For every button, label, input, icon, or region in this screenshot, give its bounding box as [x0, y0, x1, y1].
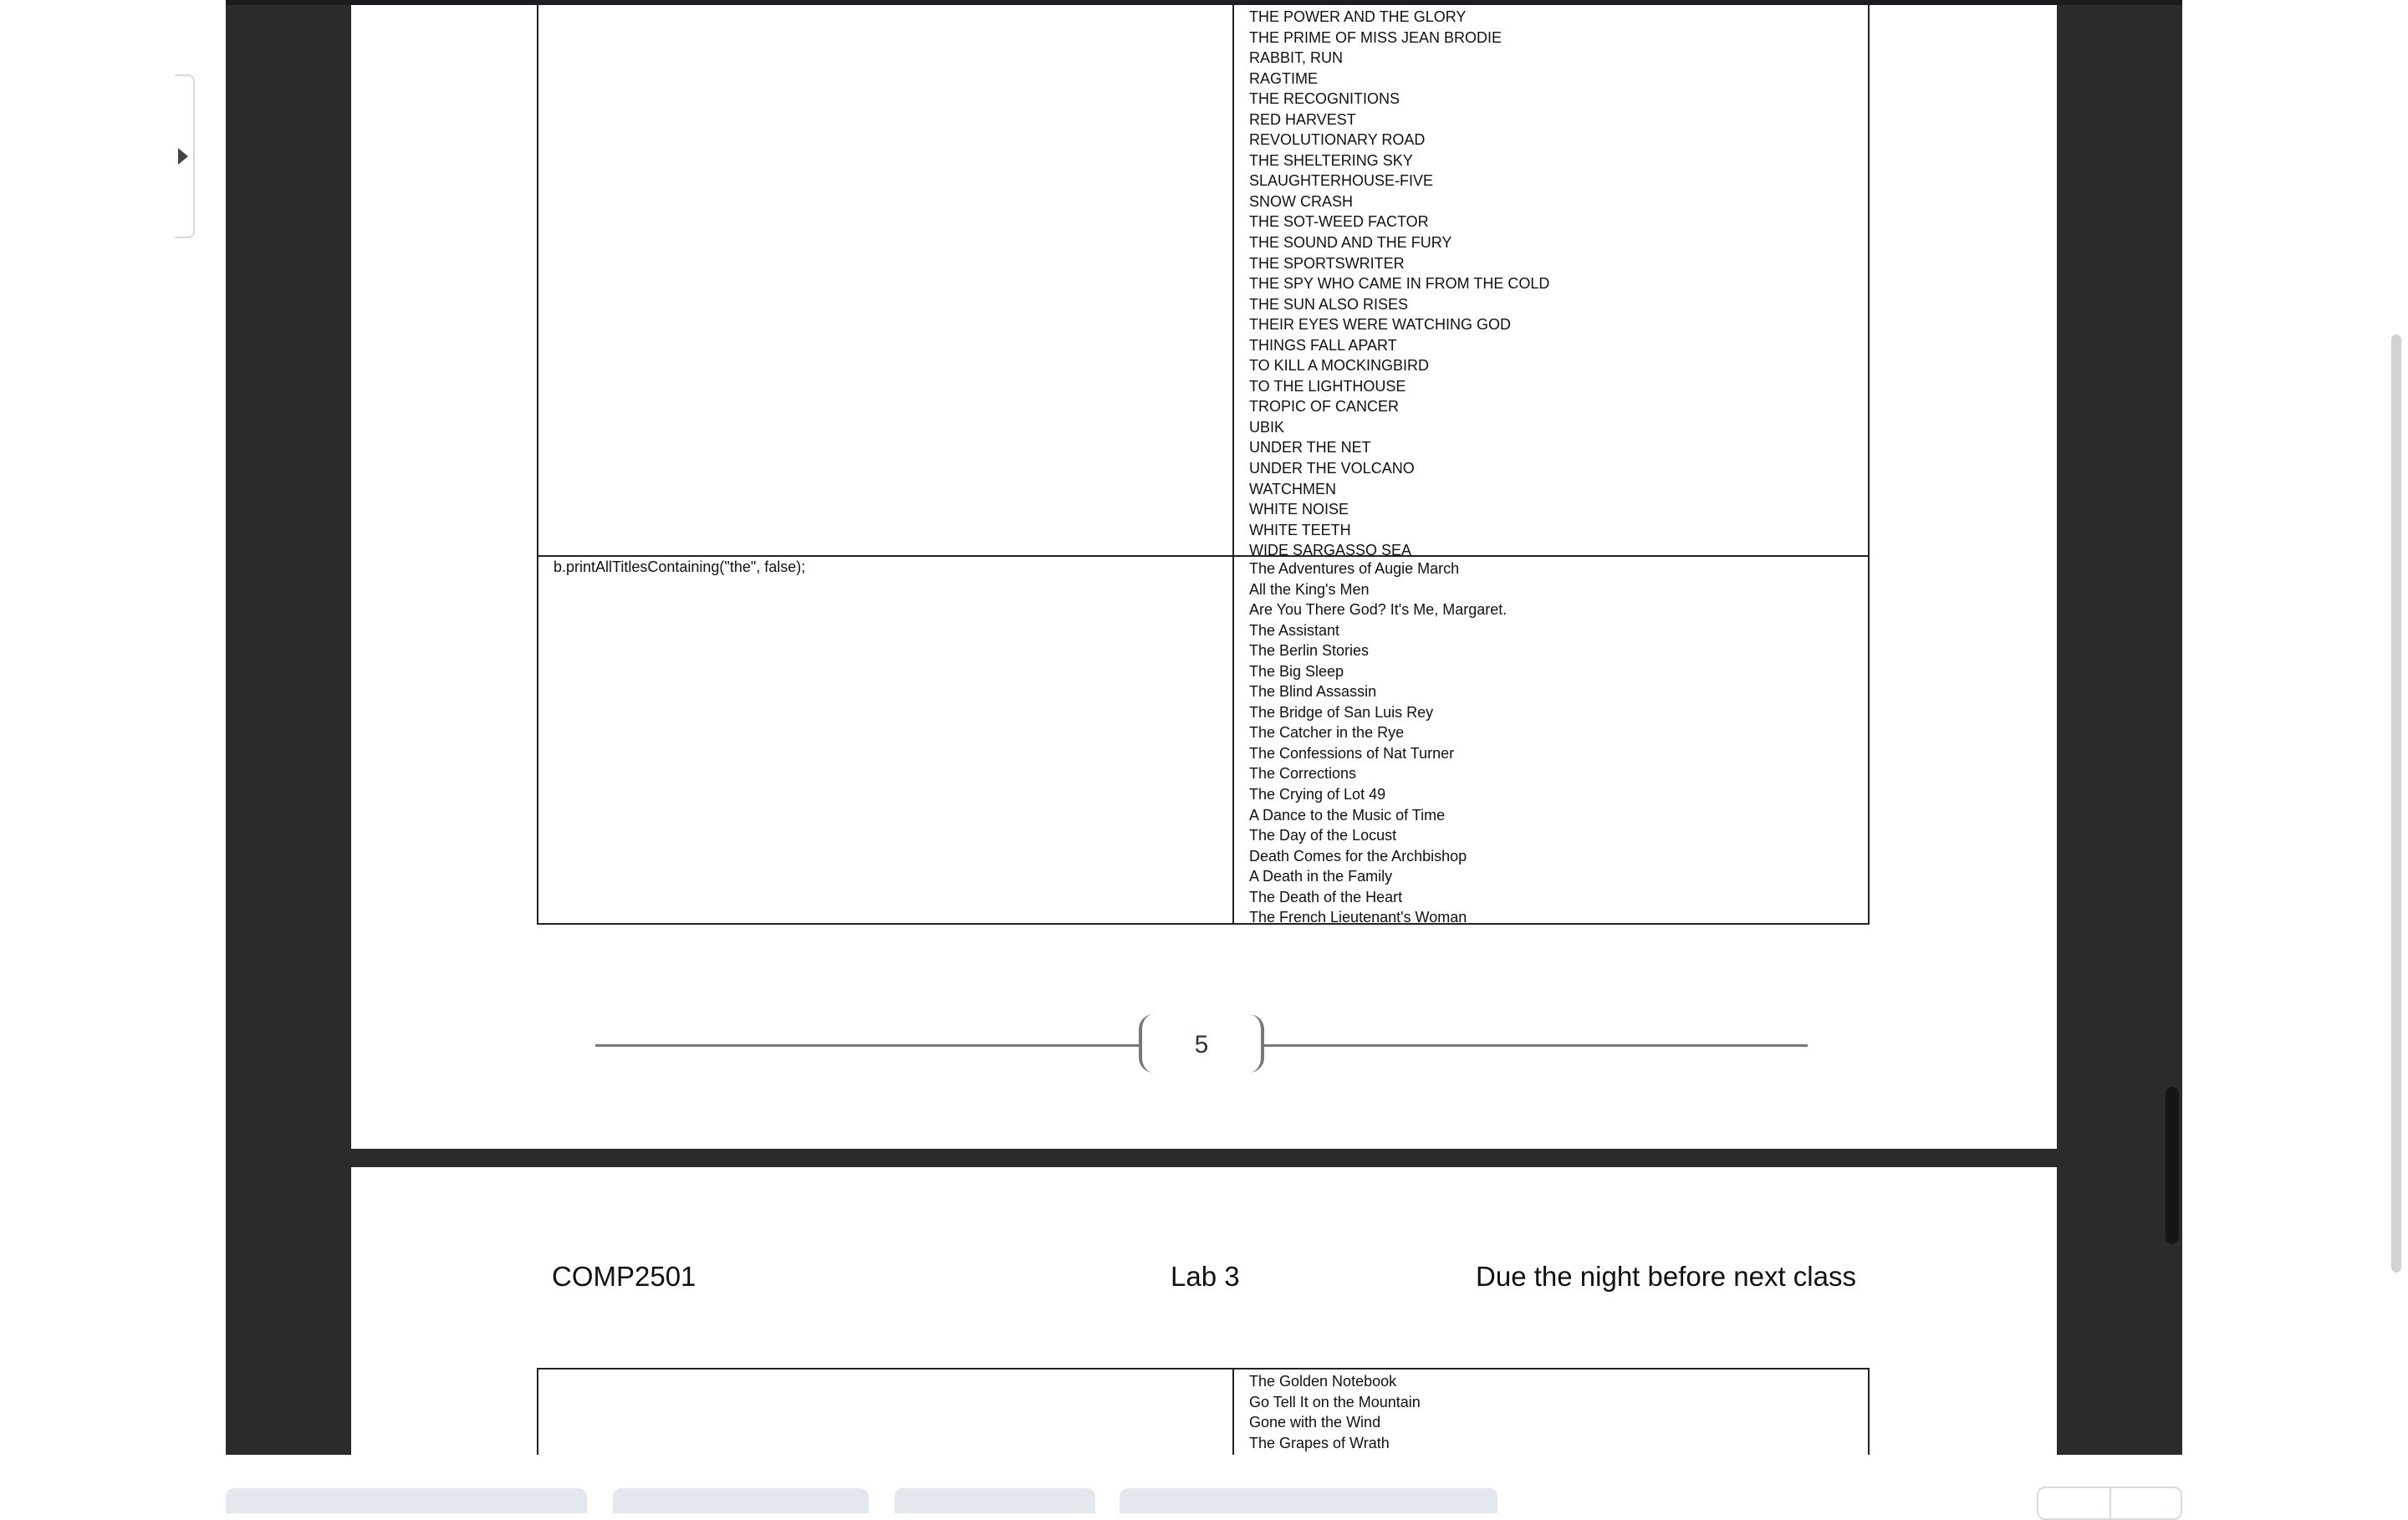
- toolbar-tab[interactable]: [613, 1488, 869, 1513]
- document-viewer[interactable]: [226, 0, 2182, 1455]
- list-item: THE SPORTSWRITER: [1249, 254, 1405, 272]
- list-item: The Assistant: [1249, 621, 1340, 639]
- list-item: THE SUN ALSO RISES: [1249, 295, 1409, 313]
- list-item: UNDER THE NET: [1249, 439, 1371, 457]
- list-item: SLAUGHTERHOUSE-FIVE: [1249, 172, 1434, 190]
- list-item: The Berlin Stories: [1249, 642, 1370, 660]
- lab-title: Lab 3: [1171, 1261, 1240, 1292]
- code-cell: [538, 1370, 1234, 1455]
- list-item: THE RECOGNITIONS: [1249, 90, 1400, 108]
- list-item: THE SOT-WEED FACTOR: [1249, 213, 1429, 231]
- list-item: WATCHMEN: [1249, 480, 1336, 497]
- titles-list: [1249, 1371, 1421, 1453]
- viewer-scrollbar-thumb[interactable]: [2166, 1087, 2179, 1244]
- list-item: The Grapes of Wrath: [1249, 1434, 1390, 1451]
- list-item: WHITE NOISE: [1249, 501, 1349, 518]
- list-item: RED HARVEST: [1249, 110, 1356, 128]
- toolbar-button-group: [2037, 1487, 2182, 1520]
- list-item: Death Comes for the Archbishop: [1249, 847, 1467, 865]
- code-cell: [538, 2, 1234, 555]
- list-item: The Confessions of Nat Turner: [1249, 744, 1455, 762]
- page-scrollbar-thumb[interactable]: [2391, 334, 2401, 1273]
- due-date: Due the night before next class: [1476, 1261, 1856, 1292]
- list-item: THE SOUND AND THE FURY: [1249, 234, 1452, 252]
- list-item: The Bridge of San Luis Rey: [1249, 703, 1434, 721]
- course-code: COMP2501: [552, 1261, 696, 1292]
- list-item: The Day of the Locust: [1249, 827, 1397, 844]
- list-item: WHITE TEETH: [1249, 521, 1351, 538]
- page-number-badge: [1139, 1014, 1264, 1073]
- list-item: Are You There God? It's Me, Margaret.: [1249, 601, 1508, 619]
- list-item: The Adventures of Augie March: [1249, 560, 1460, 577]
- code-cell: [538, 557, 1234, 925]
- list-item: RAGTIME: [1249, 69, 1319, 87]
- code-statement: b.printAllTitlesContaining("the", false);: [554, 559, 806, 575]
- document-page: [351, 1167, 2057, 1455]
- toolbar-tab[interactable]: [1120, 1488, 1497, 1513]
- output-table: [537, 1368, 1870, 1455]
- list-item: THE POWER AND THE GLORY: [1249, 8, 1467, 25]
- list-item: The Catcher in the Rye: [1249, 724, 1405, 742]
- table-row: [538, 1370, 1868, 1455]
- list-item: THINGS FALL APART: [1249, 336, 1397, 354]
- list-item: UBIK: [1249, 418, 1285, 436]
- toolbar-button-left[interactable]: [2038, 1488, 2110, 1518]
- output-cell: [1234, 2, 1868, 559]
- list-item: TO KILL A MOCKINGBIRD: [1249, 357, 1430, 375]
- page-header: [552, 1261, 1856, 1303]
- triangle-right-icon: [178, 148, 188, 165]
- titles-list: [1249, 559, 1507, 928]
- list-item: UNDER THE VOLCANO: [1249, 460, 1415, 477]
- toolbar-button-right[interactable]: [2110, 1488, 2182, 1518]
- list-item: THEIR EYES WERE WATCHING GOD: [1249, 316, 1512, 334]
- sidebar-toggle-tab[interactable]: [175, 74, 195, 238]
- output-cell: [1234, 557, 1868, 925]
- list-item: REVOLUTIONARY ROAD: [1249, 131, 1426, 149]
- document-page: [351, 5, 2057, 1149]
- list-item: The Golden Notebook: [1249, 1373, 1397, 1390]
- list-item: The Death of the Heart: [1249, 888, 1403, 905]
- list-item: The French Lieutenant's Woman: [1249, 909, 1467, 926]
- toolbar-tab[interactable]: [226, 1488, 587, 1513]
- list-item: All the King's Men: [1249, 580, 1370, 598]
- list-item: The Big Sleep: [1249, 662, 1344, 680]
- footer-rule-left: [595, 1044, 1139, 1047]
- page-number: 5: [1194, 1031, 1209, 1058]
- titles-list: [1249, 7, 1549, 561]
- list-item: Gone with the Wind: [1249, 1414, 1381, 1431]
- list-item: RABBIT, RUN: [1249, 49, 1344, 67]
- list-item: A Dance to the Music of Time: [1249, 806, 1446, 824]
- list-item: THE SPY WHO CAME IN FROM THE COLD: [1249, 275, 1550, 293]
- page-number-footer: [595, 1014, 1808, 1076]
- list-item: WIDE SARGASSO SEA: [1249, 542, 1412, 559]
- list-item: The Corrections: [1249, 765, 1357, 783]
- output-cell: [1234, 1370, 1868, 1455]
- list-item: The Blind Assassin: [1249, 683, 1377, 701]
- list-item: A Death in the Family: [1249, 868, 1393, 885]
- list-item: The Crying of Lot 49: [1249, 786, 1386, 803]
- output-table: [537, 0, 1870, 925]
- list-item: SNOW CRASH: [1249, 192, 1354, 210]
- bottom-toolbar: [0, 1455, 2408, 1505]
- list-item: Go Tell It on the Mountain: [1249, 1393, 1421, 1410]
- list-item: THE SHELTERING SKY: [1249, 151, 1413, 169]
- list-item: TO THE LIGHTHOUSE: [1249, 377, 1406, 395]
- table-row: [538, 2, 1868, 557]
- list-item: TROPIC OF CANCER: [1249, 398, 1400, 416]
- toolbar-tab[interactable]: [895, 1488, 1095, 1513]
- list-item: THE PRIME OF MISS JEAN BRODIE: [1249, 28, 1502, 46]
- table-row: [538, 557, 1868, 925]
- footer-rule-right: [1264, 1044, 1808, 1047]
